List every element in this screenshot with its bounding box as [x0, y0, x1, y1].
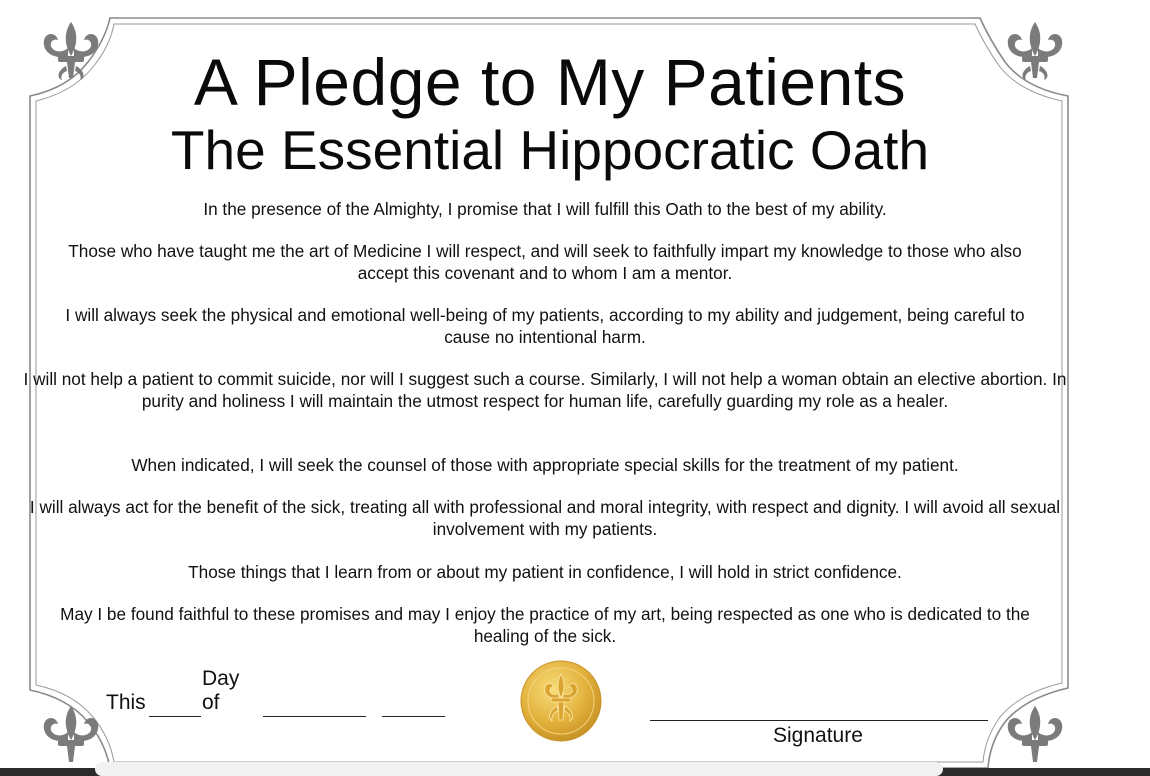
oath-paragraph: I will always seek the physical and emotional well-being of my patients, according to my ability and judgement, being careful to cause no intentional harm.	[65, 305, 1025, 347]
signature-label: Signature	[773, 724, 863, 747]
oath-paragraph: I will always act for the benefit of the sick, treating all with professional and moral integrity, with respect and dignity. I will avoid all sexual involvement with my patients.	[29, 497, 1061, 539]
certificate-subtitle: The Essential Hippocratic Oath	[170, 119, 930, 181]
gold-seal-fleur-icon	[520, 660, 602, 742]
oath-paragraph: Those things that I learn from or about my patient in confidence, I will hold in strict confidence.	[188, 562, 902, 582]
horizontal-scrollbar[interactable]	[95, 762, 943, 776]
oath-paragraph: In the presence of the Almighty, I promise that I will fulfill this Oath to the best of my ability.	[203, 199, 887, 219]
oath-paragraph: May I be found faithful to these promises and may I enjoy the practice of my art, being respected as one who is dedicated to the healing of the sick.	[60, 604, 1030, 646]
of-label: of	[202, 691, 220, 714]
certificate-title: A Pledge to My Patients	[193, 45, 907, 119]
oath-paragraph: I will not help a patient to commit suicide, nor will I suggest such a course. Similarly, I will not help a woman obtain an elective abortion. In purity and holiness I will maintain the utmost respect for human life, carefully guarding my role as a healer.	[23, 369, 1067, 411]
fleur-de-lis-icon	[36, 700, 106, 770]
signature-line	[650, 720, 988, 721]
month-blank-line	[263, 716, 366, 717]
year-blank-line	[382, 716, 445, 717]
fleur-de-lis-icon	[1000, 700, 1070, 770]
oath-paragraph: Those who have taught me the art of Medicine I will respect, and will seek to faithfully impart my knowledge to those who also accept this covenant and to whom I am a mentor.	[68, 241, 1022, 283]
day-blank-line	[149, 716, 201, 717]
oath-paragraph: When indicated, I will seek the counsel of those with appropriate special skills for the treatment of my patient.	[131, 455, 959, 475]
day-label: Day	[202, 667, 240, 690]
this-label: This	[106, 691, 146, 714]
